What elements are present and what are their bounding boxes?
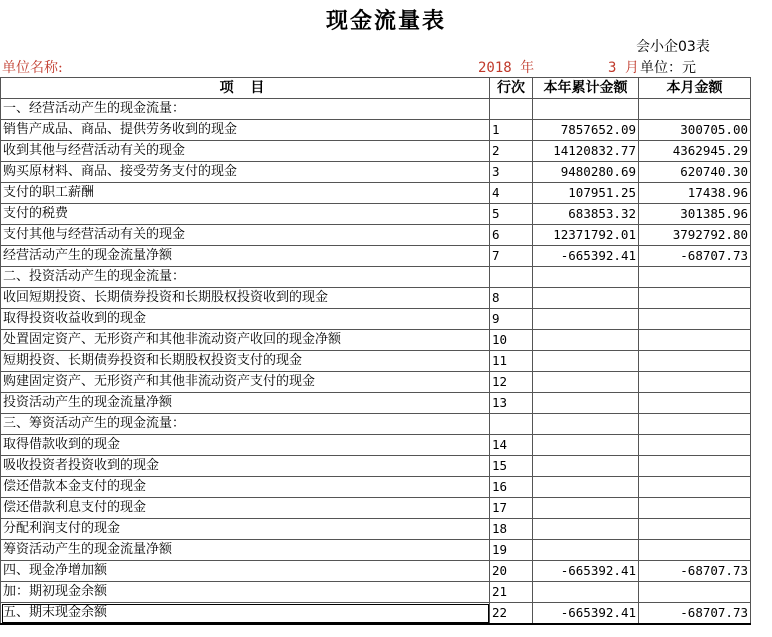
row-ytd[interactable]: 12371792.01 — [533, 225, 639, 246]
row-ytd[interactable]: 7857652.09 — [533, 120, 639, 141]
table-row — [1, 519, 751, 540]
row-label[interactable]: 取得投资收益收到的现金 — [1, 309, 490, 330]
row-line[interactable]: 22 — [490, 603, 533, 625]
row-line[interactable]: 16 — [490, 477, 533, 498]
header-item: 项 目 — [1, 78, 490, 99]
report-title: 现金流量表 — [325, 9, 446, 34]
row-line[interactable]: 14 — [490, 435, 533, 456]
row-line[interactable]: 17 — [490, 498, 533, 519]
row-month[interactable]: -68707.73 — [639, 246, 751, 267]
row-ytd[interactable] — [533, 99, 639, 120]
row-ytd[interactable] — [533, 456, 639, 477]
row-month[interactable]: -68707.73 — [639, 603, 751, 625]
row-month[interactable] — [639, 267, 751, 288]
row-label[interactable]: 二、投资活动产生的现金流量： — [1, 267, 490, 288]
row-label[interactable]: 短期投资、长期债券投资和长期股权投资支付的现金 — [1, 351, 490, 372]
row-label[interactable]: 支付的税费 — [1, 204, 490, 225]
row-ytd[interactable] — [533, 309, 639, 330]
row-ytd[interactable] — [533, 267, 639, 288]
row-month[interactable]: -68707.73 — [639, 561, 751, 582]
row-label[interactable]: 偿还借款本金支付的现金 — [1, 477, 490, 498]
row-ytd[interactable]: -665392.41 — [533, 561, 639, 582]
row-line[interactable]: 3 — [490, 162, 533, 183]
row-ytd[interactable]: -665392.41 — [533, 603, 639, 625]
row-line[interactable]: 8 — [490, 288, 533, 309]
row-line[interactable] — [490, 414, 533, 435]
row-ytd[interactable] — [533, 498, 639, 519]
header-line: 行次 — [490, 78, 533, 99]
table-row — [1, 477, 751, 498]
row-ytd[interactable] — [533, 351, 639, 372]
row-month[interactable] — [639, 435, 751, 456]
row-month[interactable] — [639, 582, 751, 603]
table-row — [1, 288, 751, 309]
row-line[interactable]: 18 — [490, 519, 533, 540]
row-line[interactable]: 21 — [490, 582, 533, 603]
row-ytd[interactable] — [533, 330, 639, 351]
row-line[interactable] — [490, 99, 533, 120]
cash-flow-table — [0, 77, 751, 625]
table-row — [1, 162, 751, 183]
row-label[interactable]: 支付的职工薪酬 — [1, 183, 490, 204]
row-label[interactable]: 筹资活动产生的现金流量净额 — [1, 540, 490, 561]
row-month[interactable] — [639, 393, 751, 414]
row-month[interactable]: 620740.30 — [639, 162, 751, 183]
row-month[interactable] — [639, 519, 751, 540]
row-month[interactable] — [639, 414, 751, 435]
row-ytd[interactable] — [533, 519, 639, 540]
row-month[interactable] — [639, 330, 751, 351]
table-row — [1, 498, 751, 519]
row-ytd[interactable] — [533, 372, 639, 393]
report-year: 2018 年 — [478, 60, 535, 76]
row-label[interactable]: 取得借款收到的现金 — [1, 435, 490, 456]
table-row — [1, 582, 751, 603]
table-row — [1, 246, 751, 267]
form-code: 会小企03表 — [636, 39, 710, 55]
row-line[interactable]: 20 — [490, 561, 533, 582]
table-row — [1, 603, 751, 625]
table-row — [1, 561, 751, 582]
table-row — [1, 351, 751, 372]
row-label[interactable]: 支付其他与经营活动有关的现金 — [1, 225, 490, 246]
row-label[interactable]: 收到其他与经营活动有关的现金 — [1, 141, 490, 162]
row-line[interactable]: 12 — [490, 372, 533, 393]
row-line[interactable]: 15 — [490, 456, 533, 477]
row-label[interactable]: 购建固定资产、无形资产和其他非流动资产支付的现金 — [1, 372, 490, 393]
row-label[interactable]: 购买原材料、商品、接受劳务支付的现金 — [1, 162, 490, 183]
table-row — [1, 309, 751, 330]
table-row — [1, 99, 751, 120]
row-ytd[interactable] — [533, 288, 639, 309]
row-label[interactable]: 三、筹资活动产生的现金流量： — [1, 414, 490, 435]
currency-unit: 单位：元 — [640, 60, 696, 76]
row-label[interactable]: 加：期初现金余额 — [1, 582, 490, 603]
row-line[interactable]: 4 — [490, 183, 533, 204]
row-line[interactable]: 10 — [490, 330, 533, 351]
row-line[interactable]: 2 — [490, 141, 533, 162]
table-row — [1, 183, 751, 204]
row-month[interactable]: 301385.96 — [639, 204, 751, 225]
row-label[interactable]: 吸收投资者投资收到的现金 — [1, 456, 490, 477]
row-label[interactable]: 五、期末现金余额 — [1, 603, 490, 625]
table-row — [1, 225, 751, 246]
row-ytd[interactable]: -665392.41 — [533, 246, 639, 267]
header-month: 本月金额 — [639, 78, 751, 99]
report-month: 3 月 — [608, 60, 639, 76]
row-ytd[interactable] — [533, 477, 639, 498]
table-row — [1, 372, 751, 393]
row-month[interactable]: 300705.00 — [639, 120, 751, 141]
row-ytd[interactable] — [533, 414, 639, 435]
table-row — [1, 141, 751, 162]
header-ytd: 本年累计金额 — [533, 78, 639, 99]
table-row — [1, 120, 751, 141]
row-month[interactable] — [639, 498, 751, 519]
row-month[interactable] — [639, 309, 751, 330]
row-label[interactable]: 销售产成品、商品、提供劳务收到的现金 — [1, 120, 490, 141]
row-label[interactable]: 收回短期投资、长期债券投资和长期股权投资收到的现金 — [1, 288, 490, 309]
table-row — [1, 456, 751, 477]
row-month[interactable]: 17438.96 — [639, 183, 751, 204]
row-line[interactable]: 11 — [490, 351, 533, 372]
row-month[interactable] — [639, 351, 751, 372]
table-row — [1, 267, 751, 288]
row-label[interactable]: 处置固定资产、无形资产和其他非流动资产收回的现金净额 — [1, 330, 490, 351]
table-row — [1, 435, 751, 456]
row-label[interactable]: 分配利润支付的现金 — [1, 519, 490, 540]
unit-name-label: 单位名称: — [2, 60, 63, 76]
row-label[interactable]: 一、经营活动产生的现金流量： — [1, 99, 490, 120]
row-label[interactable]: 经营活动产生的现金流量净额 — [1, 246, 490, 267]
row-month[interactable] — [639, 288, 751, 309]
header-row — [1, 78, 751, 99]
row-line[interactable]: 7 — [490, 246, 533, 267]
row-label[interactable]: 四、现金净增加额 — [1, 561, 490, 582]
row-line[interactable]: 19 — [490, 540, 533, 561]
row-ytd[interactable]: 14120832.77 — [533, 141, 639, 162]
table-row — [1, 330, 751, 351]
row-ytd[interactable]: 9480280.69 — [533, 162, 639, 183]
row-ytd[interactable] — [533, 393, 639, 414]
row-line[interactable]: 5 — [490, 204, 533, 225]
row-ytd[interactable]: 107951.25 — [533, 183, 639, 204]
row-month[interactable] — [639, 456, 751, 477]
row-month[interactable] — [639, 372, 751, 393]
row-ytd[interactable] — [533, 435, 639, 456]
row-month[interactable]: 3792792.80 — [639, 225, 751, 246]
row-month[interactable]: 4362945.29 — [639, 141, 751, 162]
row-month[interactable] — [639, 540, 751, 561]
row-ytd[interactable] — [533, 540, 639, 561]
row-month[interactable] — [639, 477, 751, 498]
row-line[interactable]: 9 — [490, 309, 533, 330]
row-ytd[interactable] — [533, 582, 639, 603]
table-row — [1, 540, 751, 561]
row-line[interactable]: 13 — [490, 393, 533, 414]
row-month[interactable] — [639, 99, 751, 120]
row-line[interactable]: 6 — [490, 225, 533, 246]
row-line[interactable] — [490, 267, 533, 288]
table-row — [1, 204, 751, 225]
row-line[interactable]: 1 — [490, 120, 533, 141]
table-row — [1, 393, 751, 414]
row-ytd[interactable]: 683853.32 — [533, 204, 639, 225]
row-label[interactable]: 偿还借款利息支付的现金 — [1, 498, 490, 519]
row-label[interactable]: 投资活动产生的现金流量净额 — [1, 393, 490, 414]
table-row — [1, 414, 751, 435]
